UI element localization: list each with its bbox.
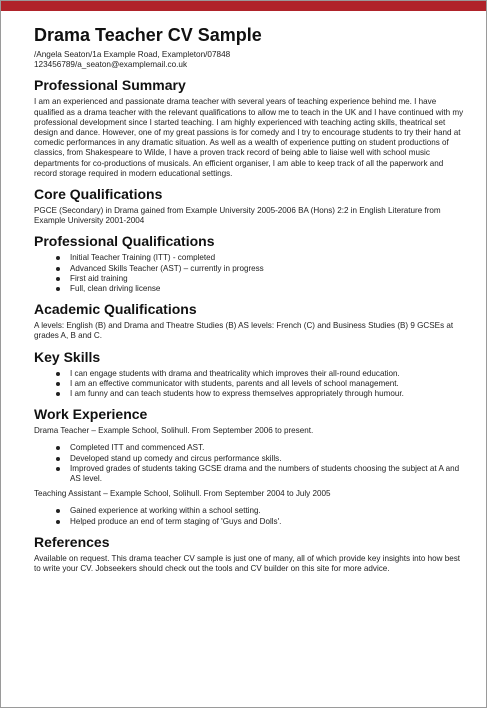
list-item: Helped produce an end of term staging of 'Guys and Dolls'.: [70, 517, 466, 527]
summary-heading: Professional Summary: [34, 77, 186, 94]
list-item: Completed ITT and commenced AST.: [70, 443, 466, 453]
list-item: I can engage students with drama and theatricality which improves their all-round education.: [70, 369, 466, 379]
professional-heading: Professional Qualifications: [34, 233, 215, 250]
job-2-title: Teaching Assistant – Example School, Solihull. From September 2004 to July 2005: [34, 489, 331, 499]
references-text: Available on request. This drama teacher CV sample is just one of many, all of which provide key insights into how best to write your CV. Jobseekers should check out the tools and CV builder on this site for more advice.: [34, 553, 461, 574]
address-line-2: 123456789/a_seaton@examplemail.co.uk: [34, 60, 188, 70]
job-2-list: [34, 506, 466, 526]
skills-heading: Key Skills: [34, 348, 101, 365]
core-text: PGCE (Secondary) in Drama gained from Example University 2005-2006 BA (Hons) 2:2 in English Literature from Example University 2001-2004: [34, 206, 441, 226]
list-item: Improved grades of students taking GCSE drama and the numbers of students choosing the subject at A and AS level.: [70, 464, 466, 484]
list-item: Developed stand up comedy and circus performance skills.: [70, 454, 466, 464]
list-item: I am funny and can teach students how to express themselves appropriately through humour.: [70, 389, 466, 399]
list-item: First aid training: [70, 274, 466, 284]
core-heading: Core Qualifications: [34, 186, 163, 203]
summary-text: I am an experienced and passionate drama teacher with several years of teaching experience behind me. I have qualified as a drama teacher with the relevant qualifications to allow me to teach in the UK and I have continued with my professional development since I started teaching. I am highly experienced with teaching acting skills, theatrical set design and dance. However, one of my great passions is for comedy and I try to encourage students to try their hand at comedic performances in any dramatic situation. As well as a wealth of experience putting on student productions of classics, from Shakespeare to Wilde, I have a proven track record of being able to liaise well with school music departments for co-productions of musicals. An efficient organiser, I am able to keep track of all the paperwork and record storage required in modern educational settings.: [34, 97, 464, 178]
job-1-list: [34, 443, 466, 484]
cv-title: Drama Teacher CV Sample: [34, 25, 262, 45]
work-heading: Work Experience: [34, 406, 148, 423]
cv-content: [1, 11, 486, 574]
job-1-title: Drama Teacher – Example School, Solihull. From September 2006 to present.: [34, 426, 314, 436]
list-item: Full, clean driving license: [70, 284, 466, 294]
list-item: I am an effective communicator with students, parents and all levels of school management.: [70, 379, 466, 389]
list-item: Initial Teacher Training (ITT) - completed: [70, 253, 466, 263]
academic-text: A levels: English (B) and Drama and Theatre Studies (B) AS levels: French (C) and Business Studies (B) 9 GCSEs at grades A, B and C.: [34, 321, 454, 341]
list-item: Advanced Skills Teacher (AST) – currently in progress: [70, 264, 466, 274]
professional-list: [34, 253, 466, 294]
references-heading: References: [34, 533, 110, 550]
top-accent-bar: [1, 1, 486, 11]
academic-heading: Academic Qualifications: [34, 301, 197, 318]
address-line-1: /Angela Seaton/1a Example Road, Exampleton/07848: [34, 50, 231, 59]
list-item: Gained experience at working within a school setting.: [70, 506, 466, 516]
skills-list: [34, 369, 466, 400]
